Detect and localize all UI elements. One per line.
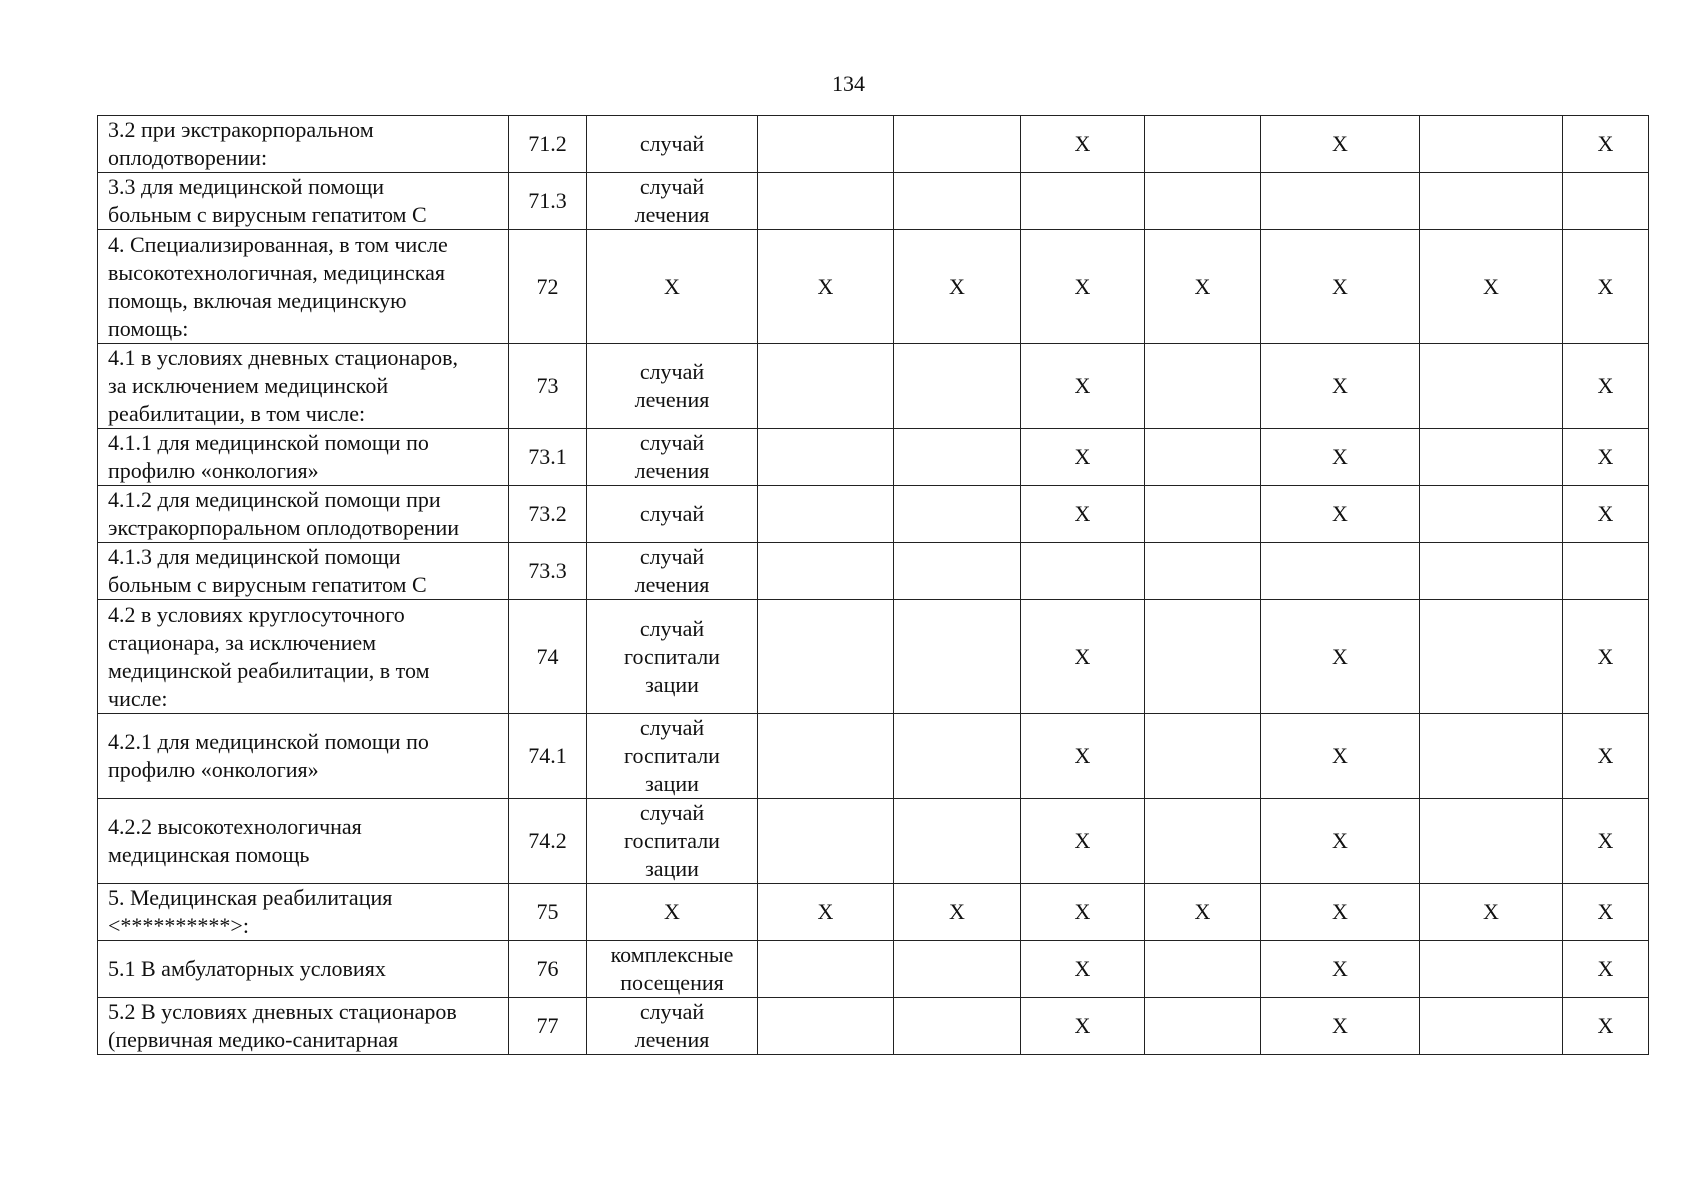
row-value-cell-4 xyxy=(1145,429,1261,486)
row-code-cell: 71.2 xyxy=(509,116,587,173)
row-value-cell-6 xyxy=(1420,998,1563,1055)
row-value-cell-1: X xyxy=(758,884,894,941)
row-value-cell-3: X xyxy=(1021,998,1145,1055)
row-value-cell-5: X xyxy=(1261,230,1420,344)
row-unit-cell: случай лечения xyxy=(587,543,758,600)
row-value-cell-4 xyxy=(1145,173,1261,230)
row-value-cell-7: X xyxy=(1563,799,1649,884)
row-value-cell-3: X xyxy=(1021,230,1145,344)
row-value-cell-4 xyxy=(1145,714,1261,799)
row-code-cell: 77 xyxy=(509,998,587,1055)
row-code-cell: 73 xyxy=(509,344,587,429)
row-value-cell-1 xyxy=(758,486,894,543)
row-value-cell-3: X xyxy=(1021,116,1145,173)
row-unit-cell: случай госпитали зации xyxy=(587,714,758,799)
row-value-cell-2 xyxy=(894,600,1021,714)
table-row xyxy=(98,230,1649,344)
table-row xyxy=(98,884,1649,941)
row-code-cell: 73.3 xyxy=(509,543,587,600)
row-value-cell-4 xyxy=(1145,543,1261,600)
table-row xyxy=(98,116,1649,173)
table-row xyxy=(98,486,1649,543)
row-name-cell: 4.1.3 для медицинской помощи больным с вирусным гепатитом С xyxy=(98,543,509,600)
row-code-cell: 76 xyxy=(509,941,587,998)
row-value-cell-5: X xyxy=(1261,429,1420,486)
row-value-cell-6 xyxy=(1420,799,1563,884)
row-value-cell-7: X xyxy=(1563,998,1649,1055)
row-value-cell-2: X xyxy=(894,230,1021,344)
table-row xyxy=(98,714,1649,799)
row-value-cell-5: X xyxy=(1261,600,1420,714)
row-value-cell-2 xyxy=(894,173,1021,230)
row-code-cell: 75 xyxy=(509,884,587,941)
row-value-cell-2 xyxy=(894,714,1021,799)
row-value-cell-2 xyxy=(894,344,1021,429)
row-value-cell-3: X xyxy=(1021,486,1145,543)
row-value-cell-6 xyxy=(1420,116,1563,173)
row-name-cell: 3.2 при экстракорпоральном оплодотворении: xyxy=(98,116,509,173)
row-value-cell-4 xyxy=(1145,998,1261,1055)
row-unit-cell: комплексные посещения xyxy=(587,941,758,998)
row-unit-cell: случай xyxy=(587,116,758,173)
row-name-cell: 5.1 В амбулаторных условиях xyxy=(98,941,509,998)
row-value-cell-5: X xyxy=(1261,941,1420,998)
row-name-cell: 3.3 для медицинской помощи больным с вирусным гепатитом С xyxy=(98,173,509,230)
row-unit-cell: случай лечения xyxy=(587,429,758,486)
row-value-cell-2 xyxy=(894,799,1021,884)
row-value-cell-5: X xyxy=(1261,116,1420,173)
row-value-cell-6 xyxy=(1420,173,1563,230)
row-value-cell-3: X xyxy=(1021,799,1145,884)
table-row xyxy=(98,941,1649,998)
row-value-cell-5: X xyxy=(1261,486,1420,543)
row-value-cell-7: X xyxy=(1563,600,1649,714)
row-value-cell-1 xyxy=(758,600,894,714)
row-unit-cell: X xyxy=(587,884,758,941)
row-value-cell-1 xyxy=(758,173,894,230)
row-value-cell-2 xyxy=(894,116,1021,173)
row-value-cell-7: X xyxy=(1563,344,1649,429)
row-code-cell: 74.1 xyxy=(509,714,587,799)
table-row xyxy=(98,344,1649,429)
row-value-cell-5: X xyxy=(1261,799,1420,884)
row-value-cell-3: X xyxy=(1021,941,1145,998)
row-value-cell-7: X xyxy=(1563,941,1649,998)
row-value-cell-7: X xyxy=(1563,714,1649,799)
row-value-cell-7: X xyxy=(1563,230,1649,344)
row-name-cell: 4.1.2 для медицинской помощи при экстракорпоральном оплодотворении xyxy=(98,486,509,543)
row-name-cell: 4.2 в условиях круглосуточного стационара, за исключением медицинской реабилитации, в том числе: xyxy=(98,600,509,714)
table-row xyxy=(98,543,1649,600)
row-unit-cell: случай госпитали зации xyxy=(587,600,758,714)
row-value-cell-3 xyxy=(1021,543,1145,600)
row-value-cell-5: X xyxy=(1261,884,1420,941)
page-number: 134 xyxy=(832,71,865,96)
row-value-cell-1 xyxy=(758,344,894,429)
row-value-cell-2 xyxy=(894,486,1021,543)
row-value-cell-7: X xyxy=(1563,486,1649,543)
row-value-cell-2 xyxy=(894,941,1021,998)
row-value-cell-7: X xyxy=(1563,429,1649,486)
table-row xyxy=(98,600,1649,714)
row-value-cell-2 xyxy=(894,543,1021,600)
row-value-cell-1 xyxy=(758,429,894,486)
row-value-cell-2 xyxy=(894,998,1021,1055)
table-body xyxy=(98,116,1649,1055)
row-value-cell-6 xyxy=(1420,429,1563,486)
row-value-cell-6 xyxy=(1420,543,1563,600)
row-value-cell-5: X xyxy=(1261,998,1420,1055)
row-value-cell-3: X xyxy=(1021,714,1145,799)
row-value-cell-4 xyxy=(1145,116,1261,173)
row-name-cell: 5.2 В условиях дневных стационаров (первичная медико-санитарная xyxy=(98,998,509,1055)
row-name-cell: 4.2.1 для медицинской помощи по профилю «онкология» xyxy=(98,714,509,799)
row-value-cell-4: X xyxy=(1145,230,1261,344)
row-value-cell-6 xyxy=(1420,344,1563,429)
row-code-cell: 74.2 xyxy=(509,799,587,884)
row-unit-cell: случай xyxy=(587,486,758,543)
row-value-cell-1 xyxy=(758,543,894,600)
row-name-cell: 4.1 в условиях дневных стационаров, за исключением медицинской реабилитации, в том числе: xyxy=(98,344,509,429)
row-value-cell-6 xyxy=(1420,714,1563,799)
row-value-cell-3: X xyxy=(1021,344,1145,429)
row-value-cell-3: X xyxy=(1021,429,1145,486)
row-value-cell-1 xyxy=(758,799,894,884)
row-value-cell-1: X xyxy=(758,230,894,344)
row-value-cell-7: X xyxy=(1563,884,1649,941)
row-name-cell: 4. Специализированная, в том числе высокотехнологичная, медицинская помощь, включая медицинскую помощь: xyxy=(98,230,509,344)
row-name-cell: 4.1.1 для медицинской помощи по профилю «онкология» xyxy=(98,429,509,486)
row-value-cell-5 xyxy=(1261,543,1420,600)
row-unit-cell: случай лечения xyxy=(587,998,758,1055)
row-name-cell: 4.2.2 высокотехнологичная медицинская помощь xyxy=(98,799,509,884)
row-value-cell-2 xyxy=(894,429,1021,486)
row-unit-cell: случай лечения xyxy=(587,173,758,230)
row-value-cell-3: X xyxy=(1021,884,1145,941)
row-code-cell: 71.3 xyxy=(509,173,587,230)
row-value-cell-4 xyxy=(1145,941,1261,998)
row-value-cell-1 xyxy=(758,998,894,1055)
table-row xyxy=(98,998,1649,1055)
row-value-cell-5: X xyxy=(1261,344,1420,429)
row-value-cell-6 xyxy=(1420,486,1563,543)
row-code-cell: 74 xyxy=(509,600,587,714)
table-row xyxy=(98,173,1649,230)
row-unit-cell: X xyxy=(587,230,758,344)
row-value-cell-6: X xyxy=(1420,230,1563,344)
row-value-cell-1 xyxy=(758,714,894,799)
row-value-cell-4 xyxy=(1145,344,1261,429)
table-row xyxy=(98,429,1649,486)
table-row xyxy=(98,799,1649,884)
row-code-cell: 73.2 xyxy=(509,486,587,543)
row-value-cell-3: X xyxy=(1021,600,1145,714)
row-value-cell-6: X xyxy=(1420,884,1563,941)
row-value-cell-5: X xyxy=(1261,714,1420,799)
row-value-cell-4: X xyxy=(1145,884,1261,941)
row-value-cell-5 xyxy=(1261,173,1420,230)
row-value-cell-6 xyxy=(1420,600,1563,714)
row-value-cell-7 xyxy=(1563,173,1649,230)
row-unit-cell: случай лечения xyxy=(587,344,758,429)
row-value-cell-6 xyxy=(1420,941,1563,998)
row-value-cell-1 xyxy=(758,116,894,173)
row-unit-cell: случай госпитали зации xyxy=(587,799,758,884)
row-code-cell: 72 xyxy=(509,230,587,344)
row-value-cell-4 xyxy=(1145,486,1261,543)
row-value-cell-2: X xyxy=(894,884,1021,941)
row-value-cell-4 xyxy=(1145,600,1261,714)
row-name-cell: 5. Медицинская реабилитация <**********>: xyxy=(98,884,509,941)
services-table xyxy=(97,115,1649,1055)
row-value-cell-3 xyxy=(1021,173,1145,230)
row-value-cell-7: X xyxy=(1563,116,1649,173)
row-code-cell: 73.1 xyxy=(509,429,587,486)
row-value-cell-7 xyxy=(1563,543,1649,600)
row-value-cell-4 xyxy=(1145,799,1261,884)
row-value-cell-1 xyxy=(758,941,894,998)
